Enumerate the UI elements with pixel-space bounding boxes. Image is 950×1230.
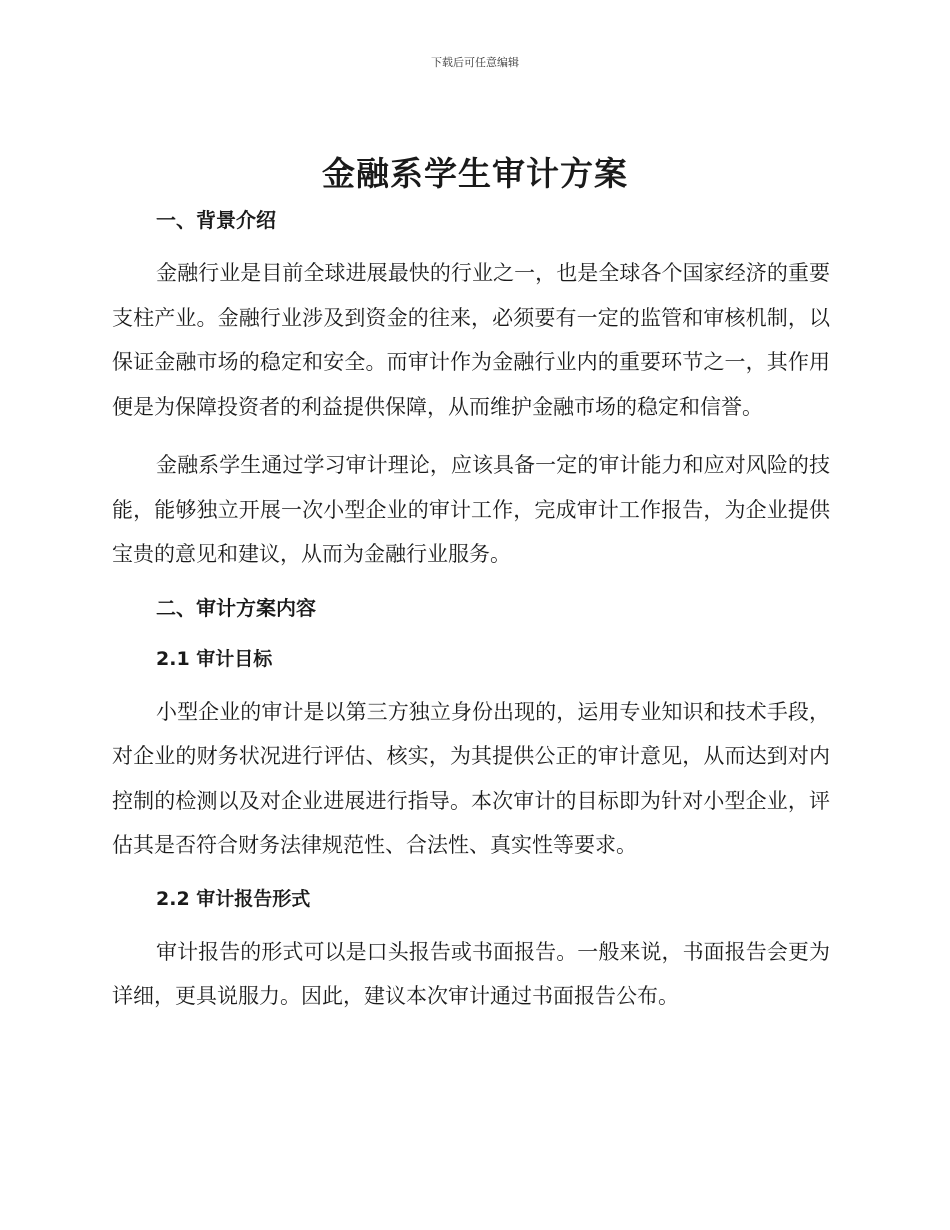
paragraph-report-format: 审计报告的形式可以是口头报告或书面报告。一般来说，书面报告会更为详细，更具说服力。因此，建议本次审计通过书面报告公布。 [112, 939, 830, 1008]
paragraph-background-1: 金融行业是目前全球进展最快的行业之一，也是全球各个国家经济的重要支柱产业。金融行业涉及到资金的往来，必须要有一定的监管和审核机制，以保证金融市场的稳定和安全。而审计作为金融行业内的重要环节之一，其作用便是为保障投资者的利益提供保障，从而维护金融市场的稳定和信誉。 [112, 261, 830, 419]
paragraph-background-2: 金融系学生通过学习审计理论，应该具备一定的审计能力和应对风险的技能，能够独立开展一次小型企业的审计工作，完成审计工作报告，为企业提供宝贵的意见和建议，从而为金融行业服务。 [112, 453, 830, 566]
subsection-heading-report-format: 2.2 审计报告形式 [156, 887, 311, 910]
document-body [112, 200, 830, 1019]
page-title: 金融系学生审计方案 [322, 154, 628, 193]
paragraph-audit-goal: 小型企业的审计是以第三方独立身份出现的，运用专业知识和技术手段，对企业的财务状况进行评估、核实，为其提供公正的审计意见，从而达到对内控制的检测以及对企业进展进行指导。本次审计的目标即为针对小型企业，评估其是否符合财务法律规范性、合法性、真实性等要求。 [112, 699, 830, 857]
header-note: 下载后可任意编辑 [431, 56, 519, 69]
section-heading-background: 一、背景介绍 [156, 208, 276, 232]
subsection-heading-audit-goal: 2.1 审计目标 [156, 647, 273, 670]
section-heading-audit-plan: 二、审计方案内容 [156, 595, 316, 620]
